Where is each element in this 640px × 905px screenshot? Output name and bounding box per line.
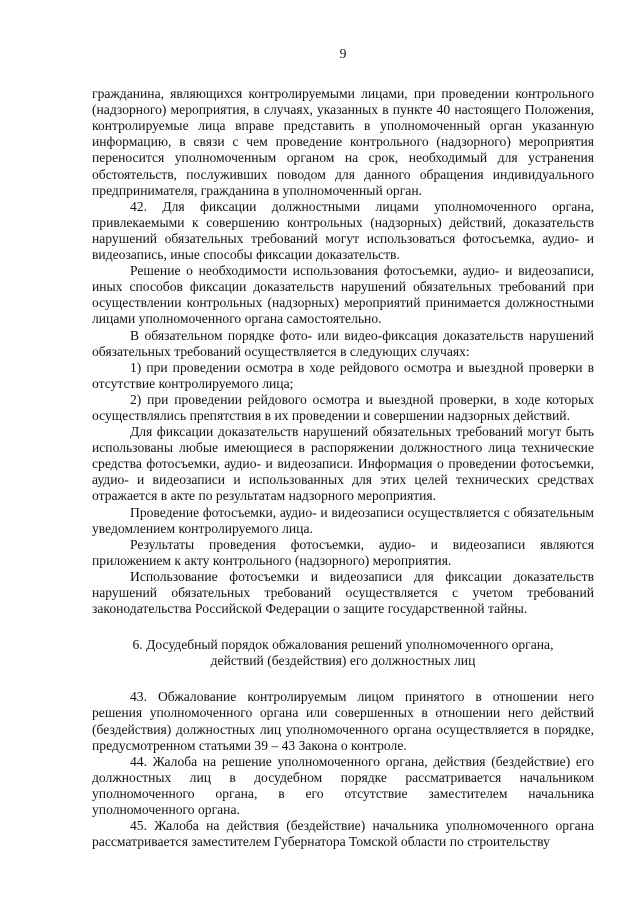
- paragraph: В обязательном порядке фото- или видео-фиксация доказательств нарушений обязательных требований осуществляется в следующих случаях:: [92, 327, 594, 359]
- section-heading-line: действий (бездействия) его должностных лиц: [210, 653, 476, 669]
- paragraph: Решение о необходимости использования фотосъемки, аудио- и видеозаписи, иных способов фиксации доказательств нарушений обязательных требований при осуществлении контрольных (надзорных) мероприятий принимается должностными лицами уполномоченного органа самостоятельно.: [92, 263, 594, 327]
- body-text-before-heading: [92, 86, 594, 617]
- body-text-after-heading: [92, 689, 594, 850]
- paragraph: Результаты проведения фотосъемки, аудио- и видеозаписи являются приложением к акту контрольного (надзорного) мероприятия.: [92, 536, 594, 568]
- paragraph: 42. Для фиксации должностными лицами уполномоченного органа, привлекаемыми к совершению контрольных (надзорных) действий, доказательств нарушений обязательных требований могут использоваться фотосъемка, аудио- и видеозапись, иные способы фиксации доказательств.: [92, 198, 594, 263]
- paragraph: Для фиксации доказательств нарушений обязательных требований могут быть использованы любые имеющиеся в распоряжении должностного лица технические средства фотосъемки, аудио- и видеозаписи. Информация о проведении фотосъемки, аудио- и видеозаписи и использованных для этих целей технических средствах отражается в акте по результатам надзорного мероприятия.: [92, 424, 594, 504]
- section-heading-line: 6. Досудебный порядок обжалования решений уполномоченного органа,: [132, 637, 554, 653]
- paragraph: Использование фотосъемки и видеозаписи для фиксации доказательств нарушений обязательных требований осуществляется с учетом требований законодательства Российской Федерации о защите государственной тайны.: [92, 568, 594, 617]
- page-number: 9: [339, 46, 347, 61]
- paragraph: 2) при проведении рейдового осмотра и выездной проверки, в ходе которых осуществлялись препятствия в их проведении и совершении надзорных действий.: [92, 391, 594, 423]
- paragraph: 44. Жалоба на решение уполномоченного органа, действия (бездействие) его должностных лиц в досудебном порядке рассматривается начальником уполномоченного органа, в его отсутствие заместителем начальника уполномоченного органа.: [92, 753, 594, 818]
- paragraph: гражданина, являющихся контролируемыми лицами, при проведении контрольного (надзорного) мероприятия, в случаях, указанных в пункте 40 настоящего Положения, контролируемые лица вправе представить в уполномоченный орган указанную информацию, в связи с чем проведение контрольного (надзорного) мероприятия переносится уполномоченным органом на срок, необходимый для устранения обстоятельств, послуживших поводом для данного обращения индивидуального предпринимателя, гражданина в уполномоченный орган.: [92, 86, 594, 198]
- paragraph: 1) при проведении осмотра в ходе рейдового осмотра и выездной проверки в отсутствие контролируемого лица;: [92, 359, 594, 391]
- paragraph: Проведение фотосъемки, аудио- и видеозаписи осуществляется с обязательным уведомлением контролируемого лица.: [92, 504, 594, 536]
- paragraph: 45. Жалоба на действия (бездействие) начальника уполномоченного органа рассматривается заместителем Губернатора Томской области по строительству: [92, 818, 594, 850]
- paragraph: 43. Обжалование контролируемым лицом принятого в отношении него решения уполномоченного органа или совершенных в отношении него действий (бездействия) должностных лиц уполномоченного органа осуществляется в порядке, предусмотренном статьями 39 – 43 Закона о контроле.: [92, 689, 594, 753]
- section-heading: [92, 637, 594, 669]
